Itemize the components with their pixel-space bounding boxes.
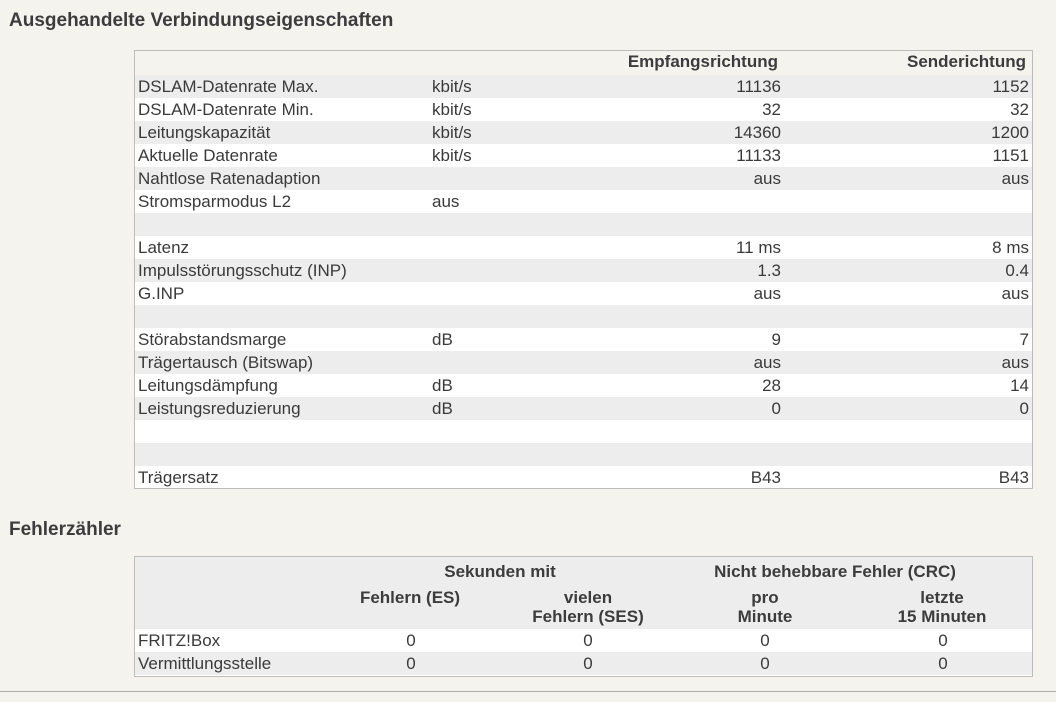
row-label: Leitungsdämpfung <box>138 376 278 395</box>
row-value-send: 1151 <box>992 146 1029 165</box>
column-header-send: Senderichtung <box>906 52 1026 71</box>
row-value-receive: 28 <box>762 376 781 395</box>
row-value-send: 1200 <box>991 123 1029 142</box>
row-label: Impulsstörungsschutz (INP) <box>138 261 347 280</box>
table-row <box>135 328 1032 351</box>
table-body <box>135 629 1032 675</box>
row-unit: dB <box>432 399 453 418</box>
table-row <box>135 351 1032 374</box>
row-value-receive: 9 <box>771 330 781 349</box>
row-value-send: 1152 <box>992 77 1029 96</box>
column-header-receive: Empfangsrichtung <box>627 52 778 71</box>
column-header-last-15-line1: letzte <box>920 588 964 607</box>
table-row <box>135 629 1032 652</box>
table-row <box>135 144 1032 167</box>
row-unit: dB <box>432 330 453 349</box>
row-unit: kbit/s <box>432 77 472 96</box>
table-row <box>135 259 1032 282</box>
table-row <box>135 443 1032 466</box>
row-unit: aus <box>432 192 460 211</box>
row-label: Trägertausch (Bitswap) <box>138 353 314 372</box>
value-es: 0 <box>406 631 416 650</box>
row-label: Nahtlose Ratenadaption <box>138 169 321 188</box>
row-value-receive: 0 <box>771 399 781 418</box>
table-row <box>135 282 1032 305</box>
row-label: Vermittlungsstelle <box>138 654 272 673</box>
table-row <box>135 121 1032 144</box>
column-header-ses <box>513 588 663 626</box>
row-value-receive: 11136 <box>736 77 781 96</box>
row-value-receive: 32 <box>762 100 781 119</box>
row-value-send: 7 <box>1019 330 1029 349</box>
row-label: DSLAM-Datenrate Max. <box>138 77 319 96</box>
row-label: DSLAM-Datenrate Min. <box>138 100 314 119</box>
table-row <box>135 75 1032 98</box>
row-label: Stromsparmodus L2 <box>138 192 292 211</box>
row-value-send: 8 ms <box>992 238 1029 257</box>
value-ses: 0 <box>583 631 593 650</box>
row-unit: kbit/s <box>432 123 472 142</box>
row-label: Störabstandsmarge <box>138 330 287 349</box>
row-value-send: 32 <box>1010 100 1029 119</box>
row-value-receive: B43 <box>750 468 781 487</box>
row-label: Leitungskapazität <box>138 123 271 142</box>
value-per-minute: 0 <box>760 654 770 673</box>
connection-properties-table <box>134 50 1033 489</box>
group-header-crc: Nicht behebbare Fehler (CRC) <box>714 562 956 581</box>
row-label: G.INP <box>138 284 185 303</box>
section-title-connection-properties: Ausgehandelte Verbindungseigenschaften <box>9 10 394 31</box>
value-ses: 0 <box>583 654 593 673</box>
table-row <box>135 98 1032 121</box>
column-header-per-minute <box>690 588 840 626</box>
row-value-send: aus <box>1001 169 1029 188</box>
table-row <box>135 652 1032 675</box>
value-last-15: 0 <box>938 631 948 650</box>
column-header-per-minute-line1: pro <box>751 588 779 607</box>
footer-divider <box>0 691 1056 692</box>
row-label: FRITZ!Box <box>138 631 221 650</box>
group-header-seconds: Sekunden mit <box>444 562 556 581</box>
error-counter-table <box>134 556 1033 677</box>
column-header-per-minute-line2: Minute <box>737 607 793 626</box>
row-value-receive: 14360 <box>733 123 781 142</box>
column-header-last-15 <box>867 588 1017 626</box>
column-header-last-15-line2: 15 Minuten <box>897 607 987 626</box>
table-row <box>135 167 1032 190</box>
row-label: Aktuelle Datenrate <box>138 146 278 165</box>
row-label: Trägersatz <box>138 468 219 487</box>
row-unit: dB <box>432 376 453 395</box>
column-header-ses-line2: Fehlern (SES) <box>532 607 644 626</box>
table-row <box>135 305 1032 328</box>
table-header <box>135 557 1032 629</box>
row-value-send: aus <box>1001 284 1029 303</box>
value-es: 0 <box>406 654 416 673</box>
value-last-15: 0 <box>938 654 948 673</box>
row-value-receive: 1.3 <box>757 261 781 280</box>
row-label: Latenz <box>138 238 190 257</box>
row-value-send: 0 <box>1019 399 1029 418</box>
row-value-send: 0.4 <box>1005 261 1029 280</box>
table-row <box>135 374 1032 397</box>
table-row <box>135 236 1032 259</box>
row-value-receive: 11 ms <box>735 238 781 257</box>
row-unit: kbit/s <box>432 100 472 119</box>
row-value-receive: aus <box>753 284 781 303</box>
row-value-receive: aus <box>753 353 781 372</box>
row-label: Leistungsreduzierung <box>138 399 301 418</box>
column-header-ses-line1: vielen <box>563 588 613 607</box>
table-row <box>135 420 1032 443</box>
section-title-error-counter: Fehlerzähler <box>9 519 121 540</box>
value-per-minute: 0 <box>760 631 770 650</box>
column-header-es-text: Fehlern (ES) <box>359 588 461 607</box>
table-header <box>135 51 1032 75</box>
table-row <box>135 213 1032 236</box>
table-row <box>135 190 1032 213</box>
table-row <box>135 466 1032 489</box>
row-value-send: aus <box>1001 353 1029 372</box>
table-row <box>135 397 1032 420</box>
column-header-es <box>335 588 485 607</box>
table-body <box>135 75 1032 489</box>
row-value-send: 14 <box>1010 376 1029 395</box>
row-value-send: B43 <box>998 468 1029 487</box>
row-value-receive: 11133 <box>736 146 781 165</box>
row-value-receive: aus <box>753 169 781 188</box>
row-unit: kbit/s <box>432 146 472 165</box>
